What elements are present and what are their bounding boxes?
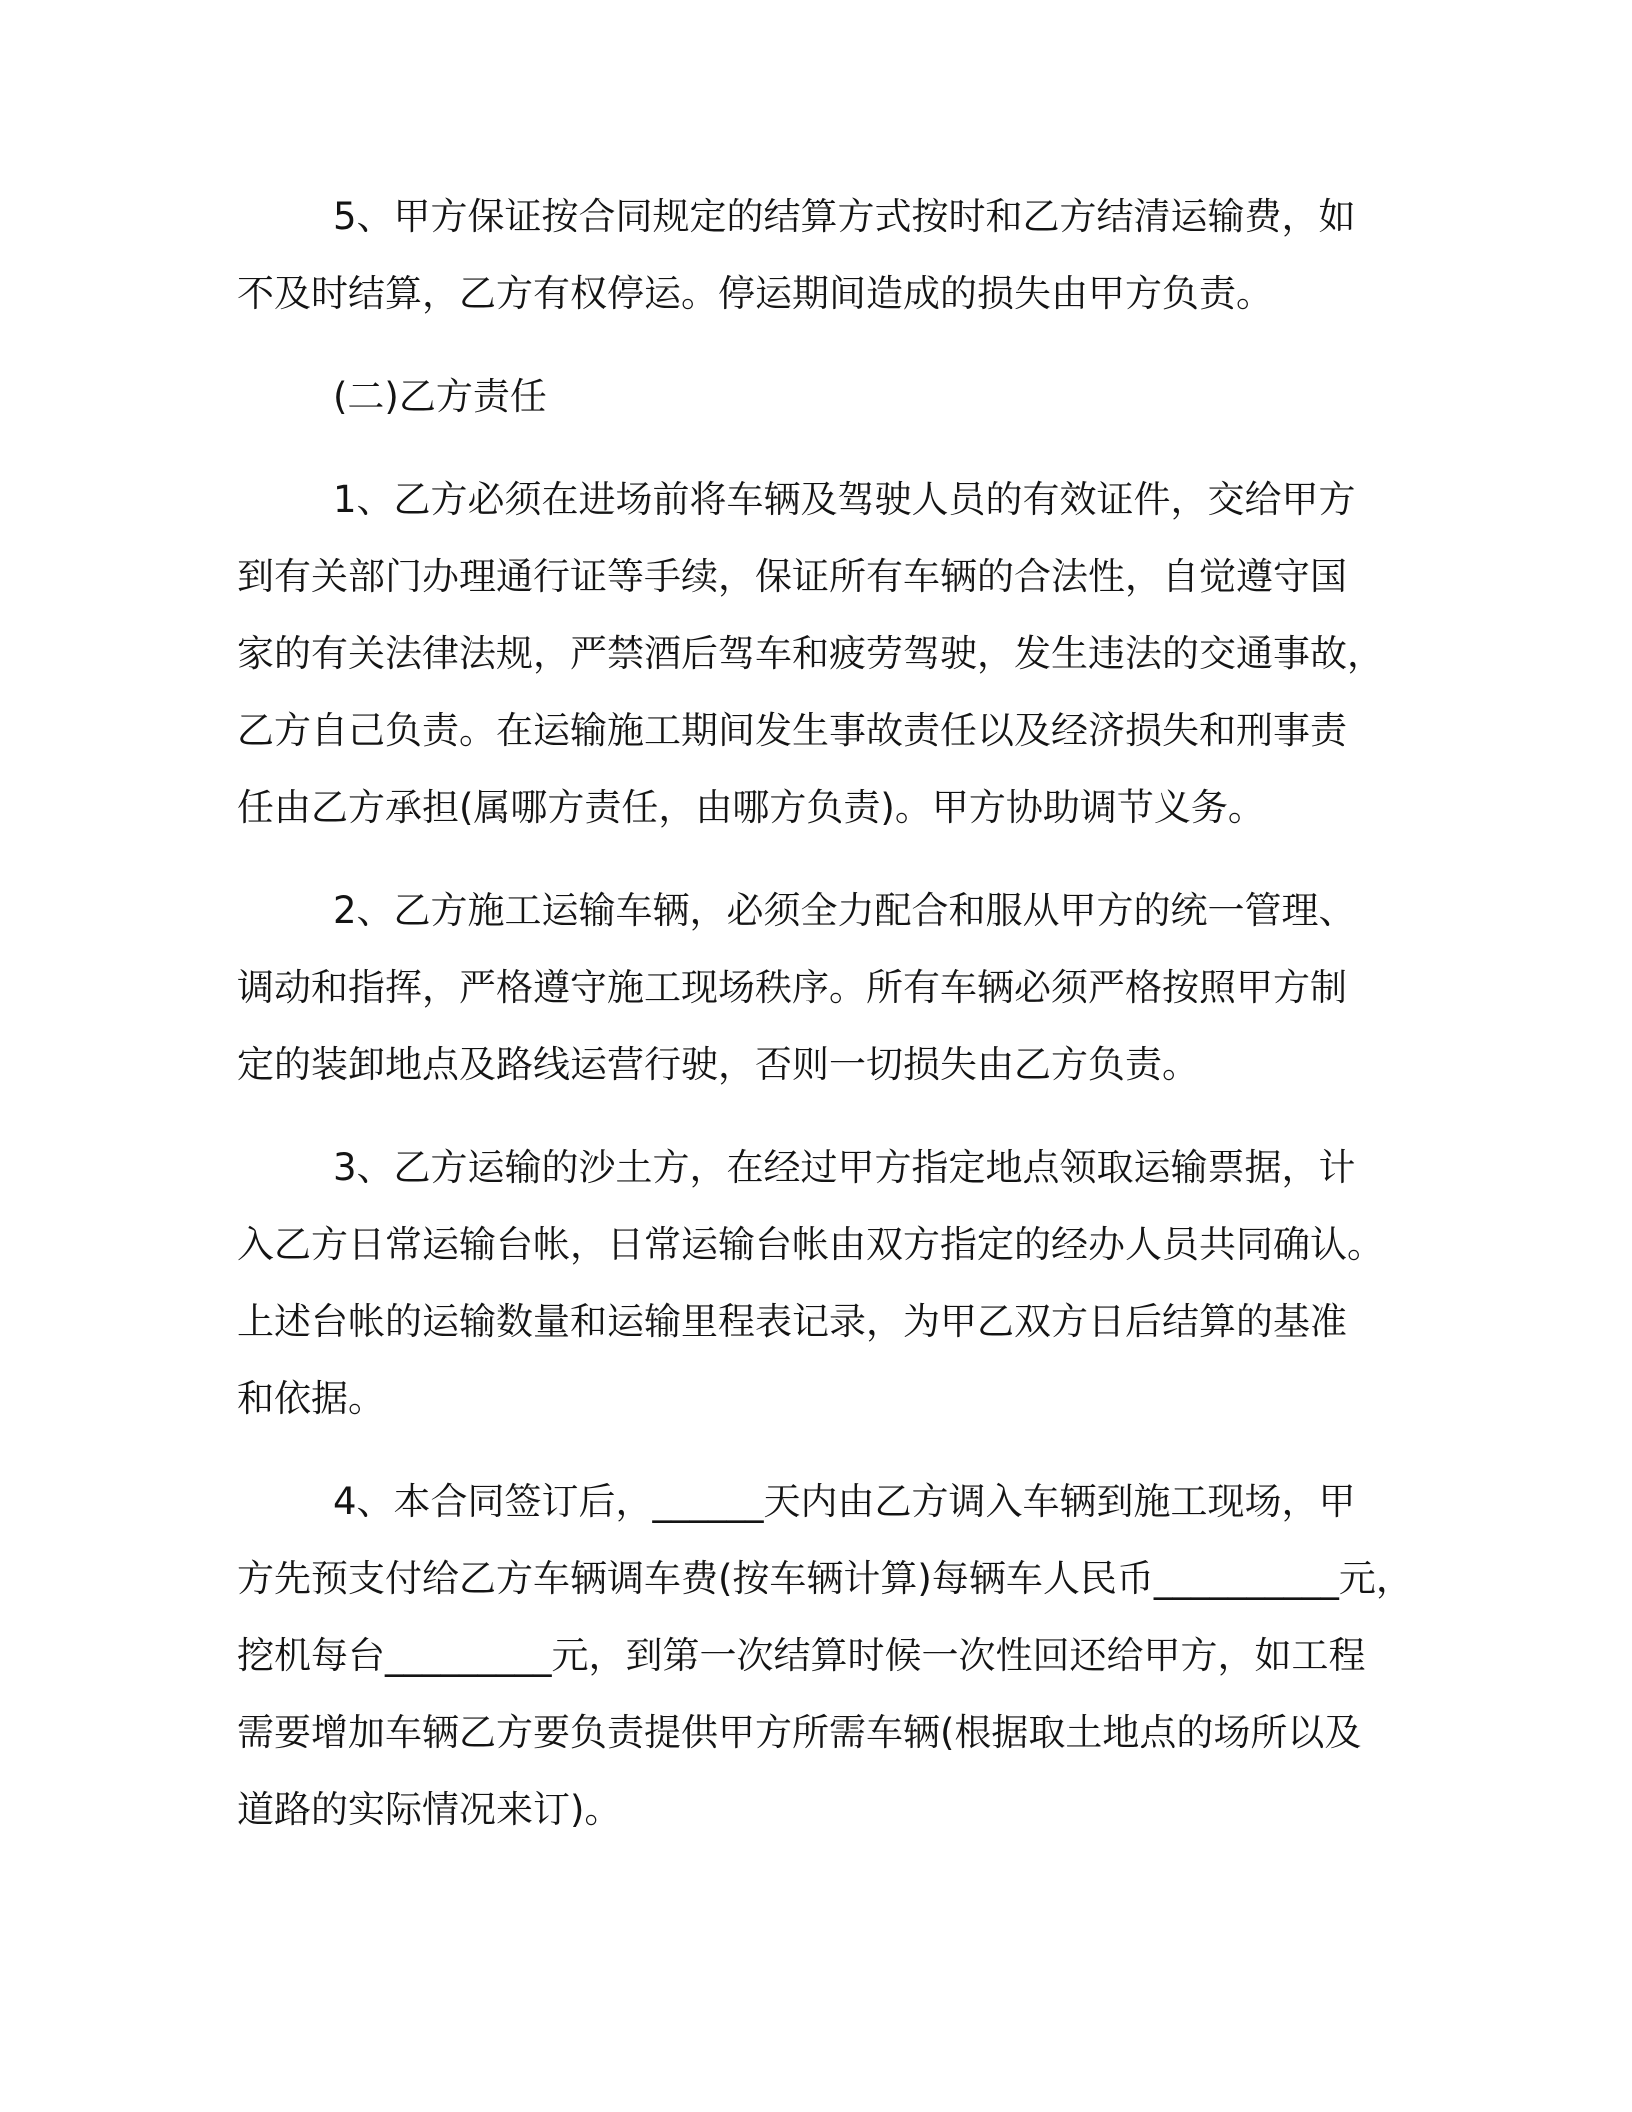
clause-a-5: [237, 178, 1432, 332]
text-line: 2、乙方施工运输车辆，必须全力配合和服从甲方的统一管理、: [333, 889, 1356, 932]
clause-b-4: [237, 1463, 1432, 1848]
text-line: 家的有关法律法规，严禁酒后驾车和疲劳驾驶，发生违法的交通事故，: [237, 632, 1384, 675]
text-line: 挖机每台_________元，到第一次结算时候一次性回还给甲方，如工程: [237, 1634, 1366, 1677]
text-line: 上述台帐的运输数量和运输里程表记录，为甲乙双方日后结算的基准: [237, 1300, 1347, 1343]
text-line: 1、乙方必须在进场前将车辆及驾驶人员的有效证件，交给甲方: [333, 478, 1356, 521]
clause-b-2: [237, 872, 1432, 1103]
text-line: 入乙方日常运输台帐，日常运输台帐由双方指定的经办人员共同确认。: [237, 1223, 1384, 1266]
text-line: 不及时结算，乙方有权停运。停运期间造成的损失由甲方负责。: [237, 272, 1273, 315]
text-line: 调动和指挥，严格遵守施工现场秩序。所有车辆必须严格按照甲方制: [237, 966, 1347, 1009]
text-line: 和依据。: [237, 1377, 385, 1420]
text-line: 定的装卸地点及路线运营行驶，否则一切损失由乙方负责。: [237, 1043, 1199, 1086]
heading-text: (二)乙方责任: [333, 375, 547, 418]
text-line: 4、本合同签订后，______天内由乙方调入车辆到施工现场，甲: [333, 1480, 1356, 1523]
text-line: 5、甲方保证按合同规定的结算方式按时和乙方结清运输费，如: [333, 195, 1356, 238]
clause-b-1: [237, 461, 1432, 846]
section-heading: [237, 358, 1432, 435]
text-line: 到有关部门办理通行证等手续，保证所有车辆的合法性，自觉遵守国: [237, 555, 1347, 598]
text-line: 道路的实际情况来订)。: [237, 1788, 622, 1831]
text-line: 乙方自己负责。在运输施工期间发生事故责任以及经济损失和刑事责: [237, 709, 1347, 752]
text-line: 需要增加车辆乙方要负责提供甲方所需车辆(根据取土地点的场所以及: [237, 1711, 1362, 1754]
text-line: 方先预支付给乙方车辆调车费(按车辆计算)每辆车人民币__________元，: [237, 1557, 1413, 1600]
text-line: 任由乙方承担(属哪方责任，由哪方负责)。甲方协助调节义务。: [237, 786, 1265, 829]
clause-b-3: [237, 1129, 1432, 1437]
text-line: 3、乙方运输的沙土方，在经过甲方指定地点领取运输票据，计: [333, 1146, 1356, 1189]
